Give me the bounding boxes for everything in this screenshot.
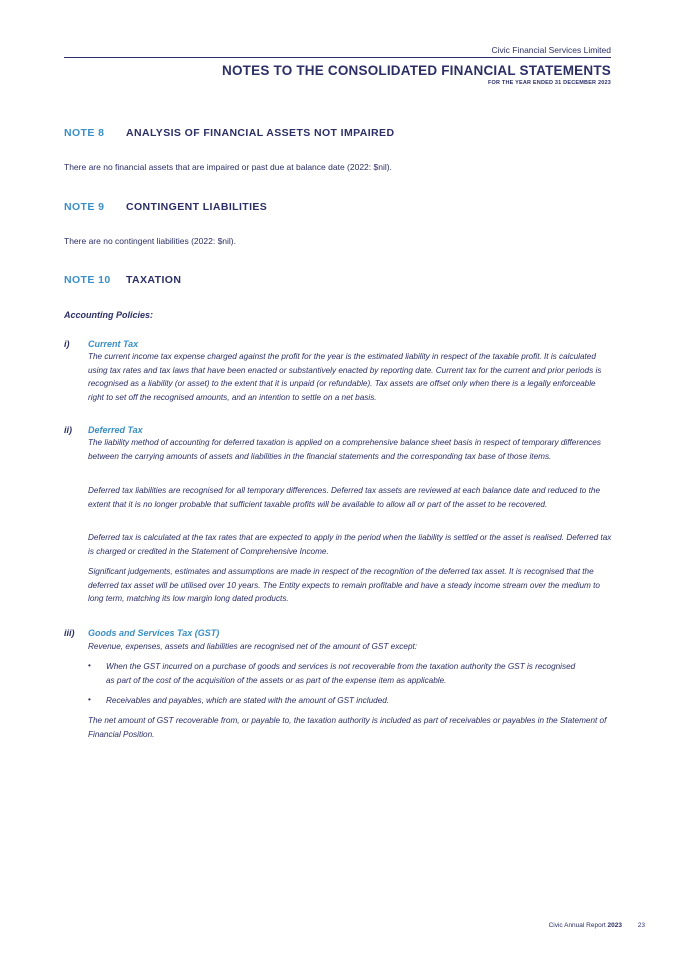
page-footer bbox=[549, 922, 645, 929]
note-9-heading bbox=[64, 201, 267, 213]
note-10-heading bbox=[64, 274, 181, 286]
gst-intro: Revenue, expenses, assets and liabilities are recognised net of the amount of GST except: bbox=[88, 642, 418, 651]
deferred-tax-paragraph-1: The liability method of accounting for deferred taxation is applied on a comprehensive balance sheet basis in respect of temporary differences between the carrying amounts of assets and liabilities in the financial statements and the corresponding tax base of those items. bbox=[88, 438, 601, 461]
deferred-tax-number: ii) bbox=[64, 425, 72, 435]
gst-title: Goods and Services Tax (GST) bbox=[88, 628, 220, 638]
note-8-heading bbox=[64, 127, 394, 139]
accounting-policies-heading: Accounting Policies: bbox=[64, 310, 154, 320]
current-tax-text: The current income tax expense charged against the profit for the year is the estimated liability in respect of the taxable profit. It is calculated using tax rates and tax laws that have been enacted or substantively enacted by reporting date. Current tax for the current and prior periods is recognised as a liability (or asset) to the extent that it is unpaid (or refundable). Tax assets are offset only when there is a legally enforceable right to set off the recognised amounts, and an intention to settle on a net basis. bbox=[88, 352, 602, 402]
note-9-title: CONTINGENT LIABILITIES bbox=[126, 201, 268, 213]
note-9-text: There are no contingent liabilities (2022: $nil). bbox=[64, 236, 236, 246]
note-10-number: NOTE 10 bbox=[64, 274, 111, 286]
footer-report-year: 2023 bbox=[607, 922, 622, 929]
deferred-tax-title: Deferred Tax bbox=[88, 425, 143, 435]
company-name: Civic Financial Services Limited bbox=[491, 45, 611, 55]
note-8-number: NOTE 8 bbox=[64, 127, 105, 139]
note-9-number: NOTE 9 bbox=[64, 201, 105, 213]
current-tax-number: i) bbox=[64, 339, 70, 349]
deferred-tax-paragraph-4: Significant judgements, estimates and assumptions are made in respect of the recognition of the deferred tax asset. It is recognised that the deferred tax asset will be utilised over 10 years. The Entity expects to remain profitable and have a steady income stream over the medium to long term, matching its low margin long dated products. bbox=[88, 567, 600, 604]
deferred-tax-paragraph-2: Deferred tax liabilities are recognised for all temporary differences. Deferred tax assets are reviewed at each balance date and reduced to the extent that it is no longer probable that sufficient taxable profits will be available to allow all or part of the asset to be recovered. bbox=[88, 486, 600, 509]
deferred-tax-paragraph-3: Deferred tax is calculated at the tax rates that are expected to apply in the period when the liability is settled or the asset is realised. Deferred tax is charged or credited in the Statement of Comprehensive Income. bbox=[88, 533, 612, 556]
gst-bullet-1-marker: • bbox=[88, 661, 91, 670]
note-8-title: ANALYSIS OF FINANCIAL ASSETS NOT IMPAIRED bbox=[126, 127, 395, 139]
note-8-text: There are no financial assets that are impaired or past due at balance date (2022: $nil). bbox=[64, 162, 392, 172]
gst-closing: The net amount of GST recoverable from, or payable to, the taxation authority is included as part of receivables or payables in the Statement of Financial Position. bbox=[88, 716, 607, 739]
note-10-title: TAXATION bbox=[126, 274, 182, 286]
footer-report-label: Civic Annual Report bbox=[548, 922, 606, 929]
current-tax-title: Current Tax bbox=[88, 339, 139, 349]
header-rule bbox=[64, 57, 611, 58]
gst-bullet-1: When the GST incurred on a purchase of goods and services is not recoverable from the taxation authority the GST is recognised as part of the cost of the acquisition of the assets or as part of the expense item as applicable. bbox=[106, 662, 576, 685]
document-subtitle: FOR THE YEAR ENDED 31 DECEMBER 2023 bbox=[487, 80, 611, 86]
page-number: 23 bbox=[637, 922, 645, 929]
gst-bullet-2-marker: • bbox=[88, 695, 91, 704]
document-title: NOTES TO THE CONSOLIDATED FINANCIAL STATEMENTS bbox=[222, 63, 611, 78]
gst-number: iii) bbox=[64, 628, 75, 638]
gst-bullet-2: Receivables and payables, which are stated with the amount of GST included. bbox=[106, 696, 390, 705]
